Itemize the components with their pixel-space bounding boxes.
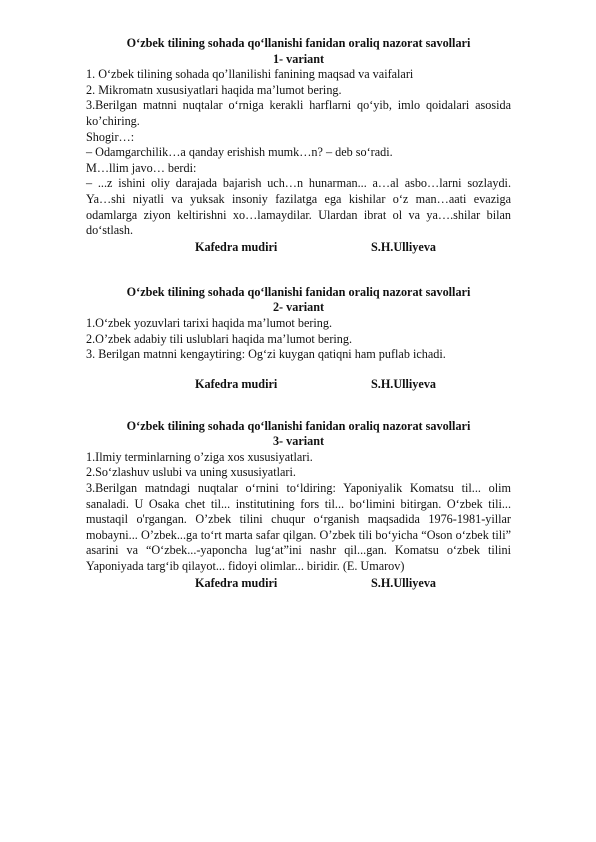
variant-2-section [86, 285, 511, 393]
variant-1-signature [86, 240, 511, 256]
variant-3-question-2: 2.So‘zlashuv uslubi va uning xususiyatlari. [86, 465, 296, 480]
variant-3-section [86, 419, 511, 592]
signature-name: S.H.Ulliyeva [371, 575, 437, 590]
variant-2-signature [86, 377, 511, 393]
variant-3-question-1: 1.Ilmiy terminlarning o’ziga xos xususiyatlari. [86, 449, 313, 464]
variant-2-question-3: 3. Berilgan matnni kengaytiring: Og‘zi kuygan qatiqni ham puflab ichadi. [86, 347, 446, 362]
variant-1-text-line-3: M…llim javo… berdi: [86, 160, 197, 175]
document-page [86, 36, 511, 592]
variant-3-question-3: 3.Berilgan matndagi nuqtalar o‘rnini to‘ldiring: Yaponiyalik Komatsu til... olim sanaladi. U Osaka chet til... institutining fors til... bo‘limini bitirgan. O‘zbek tili... mustaqil o'rgangan. O’zbek tilini chuqur o‘rganish maqsadida 1976-1981-yillar mobayni... O’zbek...ga to‘rt marta safar qilgan. O’zbek tili bo‘yicha “Oson o‘zbek tili” asarini va “O‘zbek...-yaponcha lug‘at”ini nashr qil...gan. Komatsu o‘zbek tilini Yaponiyada targ‘ib qilayot... fidoyi olimlar... biridir. (E. Umarov) [86, 481, 511, 574]
variant-1-text-line-2: – Odamgarchilik…a qanday erishish mumk…n? – deb so‘radi. [86, 145, 393, 160]
variant-1-text-line-1: Shogir…: [86, 129, 135, 144]
signature-name: S.H.Ulliyeva [371, 239, 437, 254]
variant-2-question-2: 2.O’zbek adabiy tili uslublari haqida ma’lumot bering. [86, 331, 353, 346]
signature-role: Kafedra mudiri [195, 376, 278, 391]
variant-1-question-1: 1. O‘zbek tilining sohada qo’llanilishi fanining maqsad va vaifalari [86, 67, 414, 82]
variant-3-label: 3- variant [272, 434, 325, 449]
variant-2-label: 2- variant [272, 300, 325, 315]
signature-role: Kafedra mudiri [195, 575, 278, 590]
variant-1-section [86, 36, 511, 256]
variant-1-question-3: 3.Berilgan matnni nuqtalar o‘rniga kerakli harflarni qo‘yib, imlo qoidalari asosida ko’chiring. [86, 98, 511, 128]
variant-1-label: 1- variant [272, 51, 325, 66]
variant-3-title: O‘zbek tilining sohada qo‘llanishi fanidan oraliq nazorat savollari [126, 418, 471, 433]
variant-1-text-paragraph: – ...z ishini oliy darajada bajarish uch…n hunarman... a…al asbo…larni sozlaydi. Ya…shi niyatli va yuksak insoniy fazilatga ega kishilar o‘z man…aati evaziga odamlarga ziyon keltirishni xo…lamaydilar. Ulardan ibrat ol va ya….shilar bilan do‘stlash. [86, 176, 511, 238]
variant-2-question-1: 1.O‘zbek yozuvlari tarixi haqida ma’lumot bering. [86, 315, 333, 330]
variant-3-signature [86, 576, 511, 592]
signature-role: Kafedra mudiri [195, 239, 278, 254]
variant-1-question-2: 2. Mikromatn xususiyatlari haqida ma’lumot bering. [86, 82, 342, 97]
variant-1-title: O‘zbek tilining sohada qo‘llanishi fanidan oraliq nazorat savollari [126, 36, 471, 50]
signature-name: S.H.Ulliyeva [371, 376, 437, 391]
variant-2-title: O‘zbek tilining sohada qo‘llanishi fanidan oraliq nazorat savollari [126, 284, 471, 299]
